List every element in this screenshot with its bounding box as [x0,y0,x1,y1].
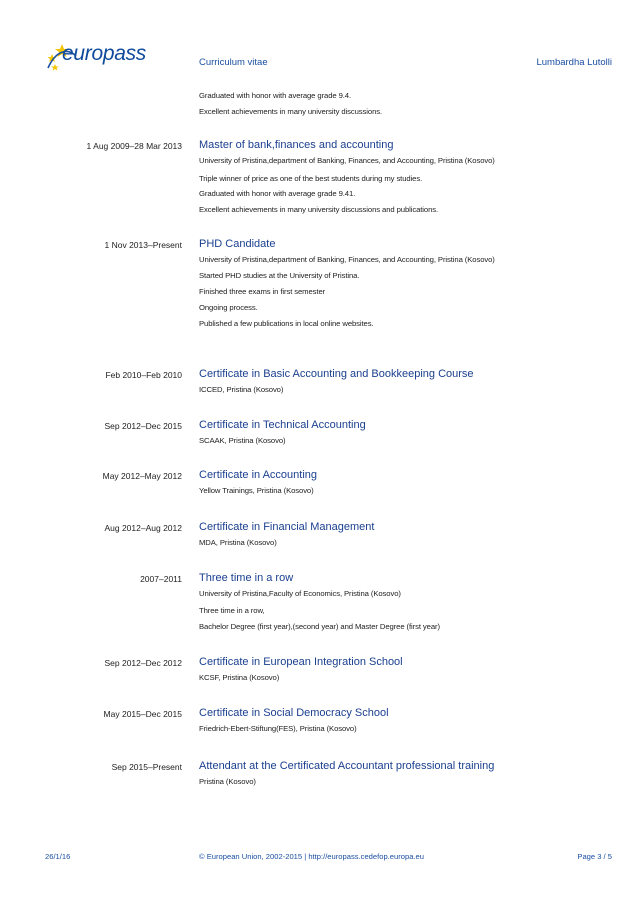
entry-date: Feb 2010–Feb 2010 [105,370,182,380]
entry-line: Ongoing process. [199,303,258,312]
entry-date: Sep 2015–Present [111,762,182,772]
entry-title: PHD Candidate [199,238,276,250]
entry-date: Sep 2012–Dec 2012 [104,658,182,668]
entry-line: Bachelor Degree (first year),(second year) and Master Degree (first year) [199,622,440,631]
entry-title: Attendant at the Certificated Accountant professional training [199,760,495,772]
entry-line: University of Pristina,department of Banking, Finances, and Accounting, Pristina (Kosovo) [199,156,495,165]
entry-title: Certificate in Accounting [199,469,318,481]
entry-title: Certificate in Social Democracy School [199,707,389,719]
entry-title: Certificate in Technical Accounting [199,419,366,431]
europass-logo-text: europass [62,42,146,65]
entry-line: Pristina (Kosovo) [199,777,256,786]
entry-line: ICCED, Pristina (Kosovo) [199,385,284,394]
entry-line: Finished three exams in first semester [199,287,326,296]
entry-date: 1 Nov 2013–Present [104,240,182,250]
person-name: Lumbardha Lutolli [536,57,612,68]
entry-line: Started PHD studies at the University of Pristina. [199,271,360,280]
entry-date: 1 Aug 2009–28 Mar 2013 [86,141,182,151]
entry-line: Friedrich-Ebert-Stiftung(FES), Pristina (Kosovo) [199,724,357,733]
footer-page-number: Page 3 / 5 [577,852,612,861]
entry-title: Three time in a row [199,572,294,584]
entry-line: SCAAK, Pristina (Kosovo) [199,436,286,445]
intro-line: Excellent achievements in many university discussions. [199,107,383,116]
entry-date: 2007–2011 [140,574,182,584]
entry-line: Excellent achievements in many university discussions and publications. [199,205,439,214]
entry-line: University of Pristina,Faculty of Economics, Pristina (Kosovo) [199,589,401,598]
entry-line: Triple winner of price as one of the best students during my studies. [199,174,423,183]
entry-title: Master of bank,finances and accounting [199,139,394,151]
section-title: Curriculum vitae [199,57,268,68]
entry-title: Certificate in European Integration School [199,656,403,668]
intro-line: Graduated with honor with average grade 9.4. [199,91,352,100]
entry-date: May 2015–Dec 2015 [103,709,182,719]
entry-date: Aug 2012–Aug 2012 [104,523,182,533]
entry-line: Published a few publications in local online websites. [199,319,374,328]
entry-date: May 2012–May 2012 [102,471,182,481]
entry-date: Sep 2012–Dec 2015 [104,421,182,431]
entry-title: Certificate in Basic Accounting and Bookkeeping Course [199,368,474,380]
entry-line: Graduated with honor with average grade 9.41. [199,189,356,198]
entry-line: MDA, Pristina (Kosovo) [199,538,277,547]
entry-title: Certificate in Financial Management [199,521,375,533]
footer-copyright[interactable]: © European Union, 2002-2015 | http://europass.cedefop.europa.eu [199,852,424,861]
entry-line: University of Pristina,department of Banking, Finances, and Accounting, Pristina (Kosovo) [199,255,495,264]
footer-date: 26/1/16 [45,852,71,861]
entry-line: Three time in a row, [199,606,265,615]
entry-line: Yellow Trainings, Pristina (Kosovo) [199,486,314,495]
entry-line: KCSF, Pristina (Kosovo) [199,673,280,682]
